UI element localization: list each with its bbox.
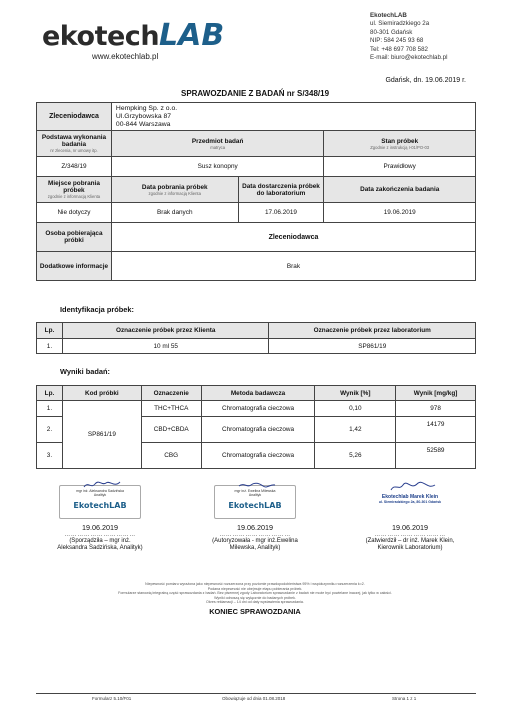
res-mgkg: 52589 xyxy=(396,443,476,469)
stamp-logo: EkotechLAB xyxy=(73,501,127,510)
report-end: KONIEC SPRAWOZDANIA xyxy=(209,607,301,616)
company-email[interactable]: E-mail: biuro@ekotechlab.pl xyxy=(370,54,448,62)
res-col-mgkg: Wynik [mg/kg] xyxy=(396,386,476,401)
basis-value: Z/348/19 xyxy=(37,157,112,177)
client-value xyxy=(111,103,475,131)
stamp-logo: EkotechLAB xyxy=(228,501,282,510)
sampler-value: Zleceniodawca xyxy=(111,223,475,252)
sampling-date-value: Brak danych xyxy=(111,203,238,223)
stamp-role: Analityk xyxy=(93,493,107,497)
handwritten-signature xyxy=(82,480,122,490)
res-analyte: CBG xyxy=(141,443,201,469)
note-line: Okres reklamacji – 14 dni od daty wystawienia sprawozdania. xyxy=(206,600,304,605)
signature-stamp xyxy=(214,485,296,519)
res-sample-code: SP861/19 xyxy=(62,401,141,469)
subject-sub: matryca xyxy=(210,144,226,150)
sampling-date-label-cell xyxy=(111,177,238,203)
client-label: Zleceniodawca xyxy=(37,103,112,131)
res-method: Chromatografia cieczowa xyxy=(201,417,315,443)
signature-line: …………………………… xyxy=(64,532,136,538)
note-line: Podana niepewność nie obejmuje etapu pobierania próbek. xyxy=(207,586,303,591)
stamp-name: Ekotechlab Marek Klein xyxy=(381,494,439,500)
client-line: 00-844 Warszawa xyxy=(115,120,171,128)
extra-info-value: Brak xyxy=(111,252,475,281)
company-address xyxy=(370,12,447,62)
company-line: 80-301 Gdańsk xyxy=(370,28,413,36)
identification-table xyxy=(36,322,476,354)
client-line: Hempking Sp. z o.o. xyxy=(115,104,178,112)
signature-line: …………………………… xyxy=(374,532,446,538)
logo-text: ekotech xyxy=(42,21,160,52)
res-lp: 1. xyxy=(37,401,63,417)
signature-preparer xyxy=(40,485,160,552)
table-row xyxy=(37,339,476,354)
res-analyte: CBD+CBDA xyxy=(141,417,201,443)
id-lab-code: SP861/19 xyxy=(269,339,476,354)
signature-date: 19.06.2019 xyxy=(82,523,118,532)
res-col-pct: Wynik [%] xyxy=(315,386,396,401)
place-date: Gdańsk, dn. 19.06.2019 r. xyxy=(385,77,466,84)
res-col-code: Kod próbki xyxy=(62,386,141,401)
delivery-value: 17.06.2019 xyxy=(238,203,324,223)
note-line: Formularze stanowią integralną część sprawozdania z badań. Bez pisemnej zgody Laboratorium sprawozdanie z badań nie może być powielane inaczej, jak tylko w całości. xyxy=(118,591,392,596)
website-link[interactable]: www.ekotechlab.pl xyxy=(92,52,159,61)
report-notes xyxy=(60,582,450,605)
handwritten-signature xyxy=(237,480,277,490)
ekotechlab-logo xyxy=(42,18,225,53)
basis-label-cell xyxy=(37,131,112,157)
id-col-lp: Lp. xyxy=(37,323,63,339)
subject-label-cell xyxy=(111,131,323,157)
res-pct: 5,26 xyxy=(315,443,396,469)
res-lp: 3. xyxy=(37,443,63,469)
res-mgkg: 14179 xyxy=(396,417,476,443)
stamp-role: Analityk xyxy=(248,493,262,497)
subject-value: Susz konopny xyxy=(111,157,323,177)
id-col-client-code: Oznaczenie próbek przez Klienta xyxy=(62,323,269,339)
res-lp: 2. xyxy=(37,417,63,443)
company-name: EkotechLAB xyxy=(370,12,407,19)
footer-divider xyxy=(36,693,476,694)
signature-line: …………………………… xyxy=(219,532,291,538)
res-col-lp: Lp. xyxy=(37,386,63,401)
id-col-lab-code: Oznaczenie próbek przez laboratorium xyxy=(269,323,476,339)
company-line: ul. Siemiradzkiego 2a xyxy=(370,20,430,28)
res-mgkg: 978 xyxy=(396,401,476,417)
extra-info-label: Dodatkowe informacje xyxy=(37,252,112,281)
sampler-label: Osoba pobierająca próbki xyxy=(37,223,112,252)
signature-authorizer xyxy=(195,485,315,552)
id-lp: 1. xyxy=(37,339,63,354)
client-line: Ul.Grzybowska 87 xyxy=(115,112,172,120)
state-label-cell xyxy=(324,131,476,157)
sampling-date-sub: zgodnie z informacją Klienta xyxy=(148,190,201,196)
res-method: Chromatografia cieczowa xyxy=(201,443,315,469)
signature-caption-line: Kierownik Laboratorium) xyxy=(377,545,443,551)
res-pct: 1,42 xyxy=(315,417,396,443)
stamp-name: mgr inż. Aleksandra Sadzińska xyxy=(76,489,124,493)
signature-date: 19.06.2019 xyxy=(392,523,428,532)
note-line: Niepewność pomiaru wyrażona jako niepewność rozszerzona przy poziomie prawdopodobieństwa 95% i współczynniku rozszerzenia k=2. xyxy=(145,582,365,586)
place-sub: zgodnie z informacją Klienta xyxy=(47,194,101,199)
id-client-code: 10 ml 55 xyxy=(62,339,269,354)
state-value: Prawidłowy xyxy=(324,157,476,177)
res-analyte: THC+THCA xyxy=(141,401,201,417)
place-label-cell xyxy=(37,177,112,203)
signature-date: 19.06.2019 xyxy=(237,523,273,532)
results-table xyxy=(36,385,476,469)
state-label: Stan próbek xyxy=(381,137,419,145)
company-line: Tel: +48 697 708 582 xyxy=(370,45,428,53)
place-value: Nie dotyczy xyxy=(37,203,112,223)
stamp-name: mgr inż. Ewelina Milewska xyxy=(234,489,276,493)
state-sub: Zgodnie z instrukcją I-01/PO-03 xyxy=(370,144,430,150)
end-date-value: 19.06.2019 xyxy=(324,203,476,223)
signature-caption-line: Milewska, Analityk) xyxy=(229,545,281,551)
basis-label: Podstawa wykonania badania xyxy=(41,134,107,148)
company-line: NIP: 584 245 93 68 xyxy=(370,37,424,45)
footer-page-number: Strona 1 z 1 xyxy=(392,696,417,701)
stamp-role: ul. Siemiradzkiego 2a, 80-301 Gdańsk xyxy=(378,500,442,504)
res-method: Chromatografia cieczowa xyxy=(201,401,315,417)
res-col-method: Metoda badawcza xyxy=(201,386,315,401)
subject-label: Przedmiot badań xyxy=(191,137,244,145)
delivery-label: Data dostarczenia próbek do laboratorium xyxy=(238,177,324,203)
signature-caption-line: Aleksandra Sadzińska, Analityk) xyxy=(57,545,143,551)
logo-lab-text: LAB xyxy=(159,18,225,53)
basis-sub: nr zlecenia, nr umowy itp. xyxy=(50,148,98,153)
signature-stamp xyxy=(59,485,141,519)
report-info-table xyxy=(36,102,476,281)
signature-caption-line: (Zatwierdził – dr inż. Marek Klein, xyxy=(365,538,455,544)
table-row xyxy=(37,401,476,417)
signature-approver xyxy=(350,485,470,552)
report-title: SPRAWOZDANIE Z BADAŃ nr S/348/19 xyxy=(180,89,330,98)
place-label: Miejsce pobrania próbek xyxy=(48,180,100,194)
footer-valid-from: Obowiązuje od dnia 01.08.2018 xyxy=(222,696,286,701)
signature-stamp xyxy=(369,485,451,519)
results-heading: Wyniki badań: xyxy=(60,367,110,376)
res-col-analyte: Oznaczenie xyxy=(141,386,201,401)
handwritten-signature xyxy=(389,481,437,493)
identification-heading: Identyfikacja próbek: xyxy=(60,305,134,314)
sampling-date-label: Data pobrania próbek xyxy=(141,183,208,191)
signature-caption-line: (Sporządziła – mgr inż. xyxy=(69,538,131,544)
signature-caption-line: (Autoryzowała - mgr inż.Ewelina xyxy=(212,538,298,544)
note-line: Wyniki odnoszą się wyłącznie do badanych próbek. xyxy=(214,595,296,600)
footer-form-id: Formularz 5.10/F01 xyxy=(92,696,132,701)
end-date-label: Data zakończenia badania xyxy=(324,177,476,203)
res-pct: 0,10 xyxy=(315,401,396,417)
